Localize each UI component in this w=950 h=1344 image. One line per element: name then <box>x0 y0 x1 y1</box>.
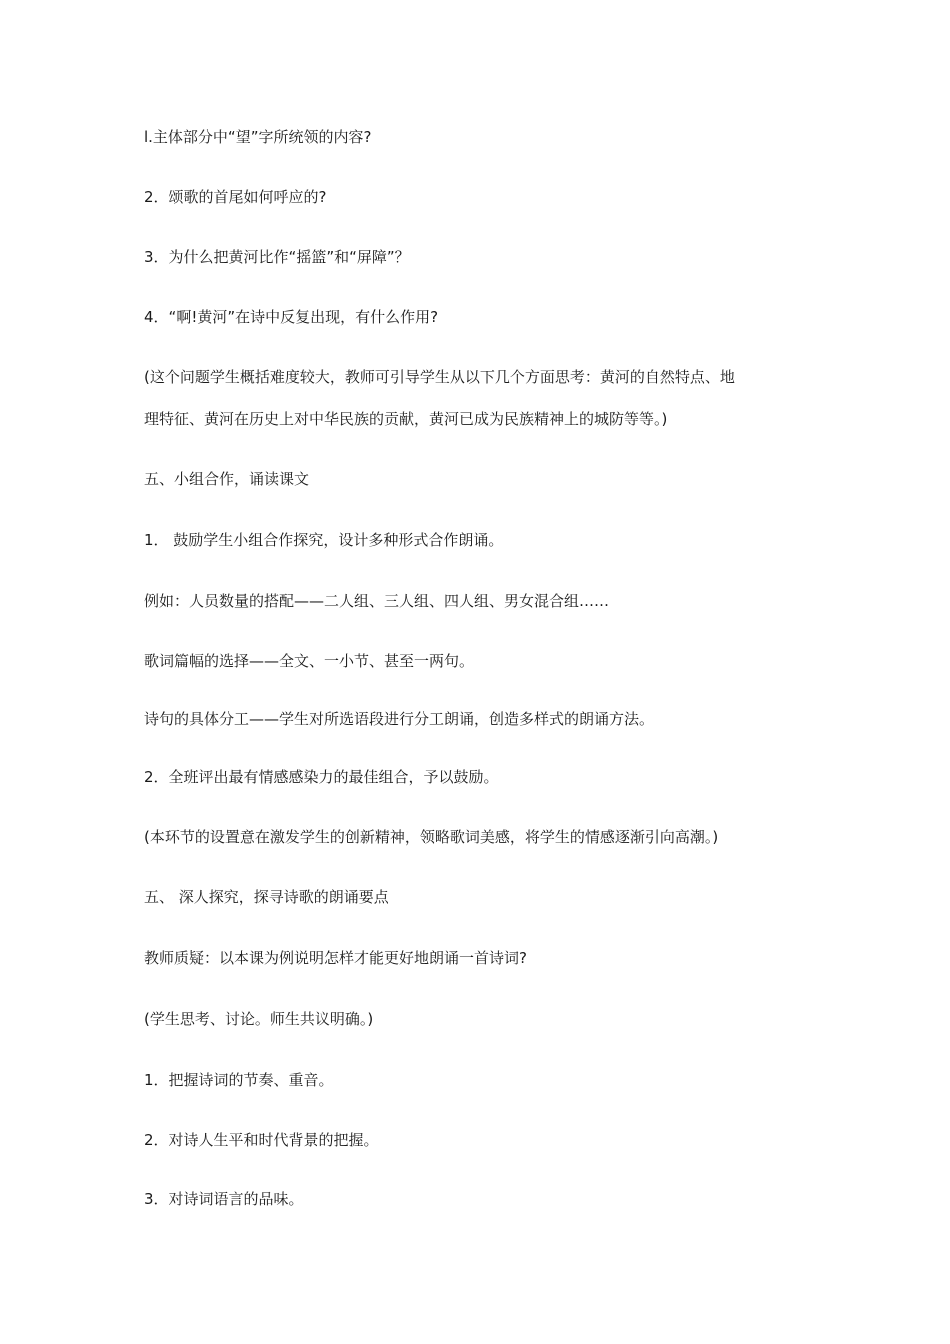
question-2: 2．颂歌的首尾如何呼应的? <box>144 188 327 206</box>
discussion-note: (学生思考、讨论。师生共议明确。) <box>144 1010 374 1028</box>
point-2: 2．对诗人生平和时代背景的把握。 <box>144 1131 379 1149</box>
section-heading-exploration: 五、 深人探究，探寻诗歌的朗诵要点 <box>144 888 389 906</box>
example-3: 诗句的具体分工——学生对所选语段进行分工朗诵，创造多样式的朗诵方法。 <box>144 710 655 728</box>
note-line-1: (这个问题学生概括难度较大，教师可引导学生从以下几个方面思考：黄河的自然特点、地 <box>144 368 735 386</box>
question-4: 4．“啊!黄河”在诗中反复出现，有什么作用? <box>144 308 439 326</box>
question-1: l.主体部分中“望”字所统领的内容? <box>144 128 372 146</box>
example-2: 歌词篇幅的选择——全文、一小节、甚至一两句。 <box>144 652 475 670</box>
section-heading-group-reading: 五、小组合作，诵读课文 <box>144 470 310 488</box>
step-2: 2．全班评出最有情感感染力的最佳组合，予以鼓励。 <box>144 768 499 786</box>
note-line-2: 理特征、黄河在历史上对中华民族的贡献，黄河已成为民族精神上的城防等等。) <box>144 410 668 428</box>
point-3: 3．对诗词语言的品味。 <box>144 1190 304 1208</box>
note-design: (本环节的设置意在激发学生的创新精神，领略歌词美感，将学生的情感逐渐引向高潮。) <box>144 828 719 846</box>
step-1: 1． 鼓励学生小组合作探究，设计多种形式合作朗诵。 <box>144 531 504 549</box>
example-1: 例如：人员数量的搭配——二人组、三人组、四人组、男女混合组…… <box>144 592 610 610</box>
question-3: 3．为什么把黄河比作“摇篮”和“屏障”？ <box>144 248 410 266</box>
teacher-question: 教师质疑：以本课为例说明怎样才能更好地朗诵一首诗词? <box>144 949 527 967</box>
point-1: 1．把握诗词的节奏、重音。 <box>144 1071 334 1089</box>
